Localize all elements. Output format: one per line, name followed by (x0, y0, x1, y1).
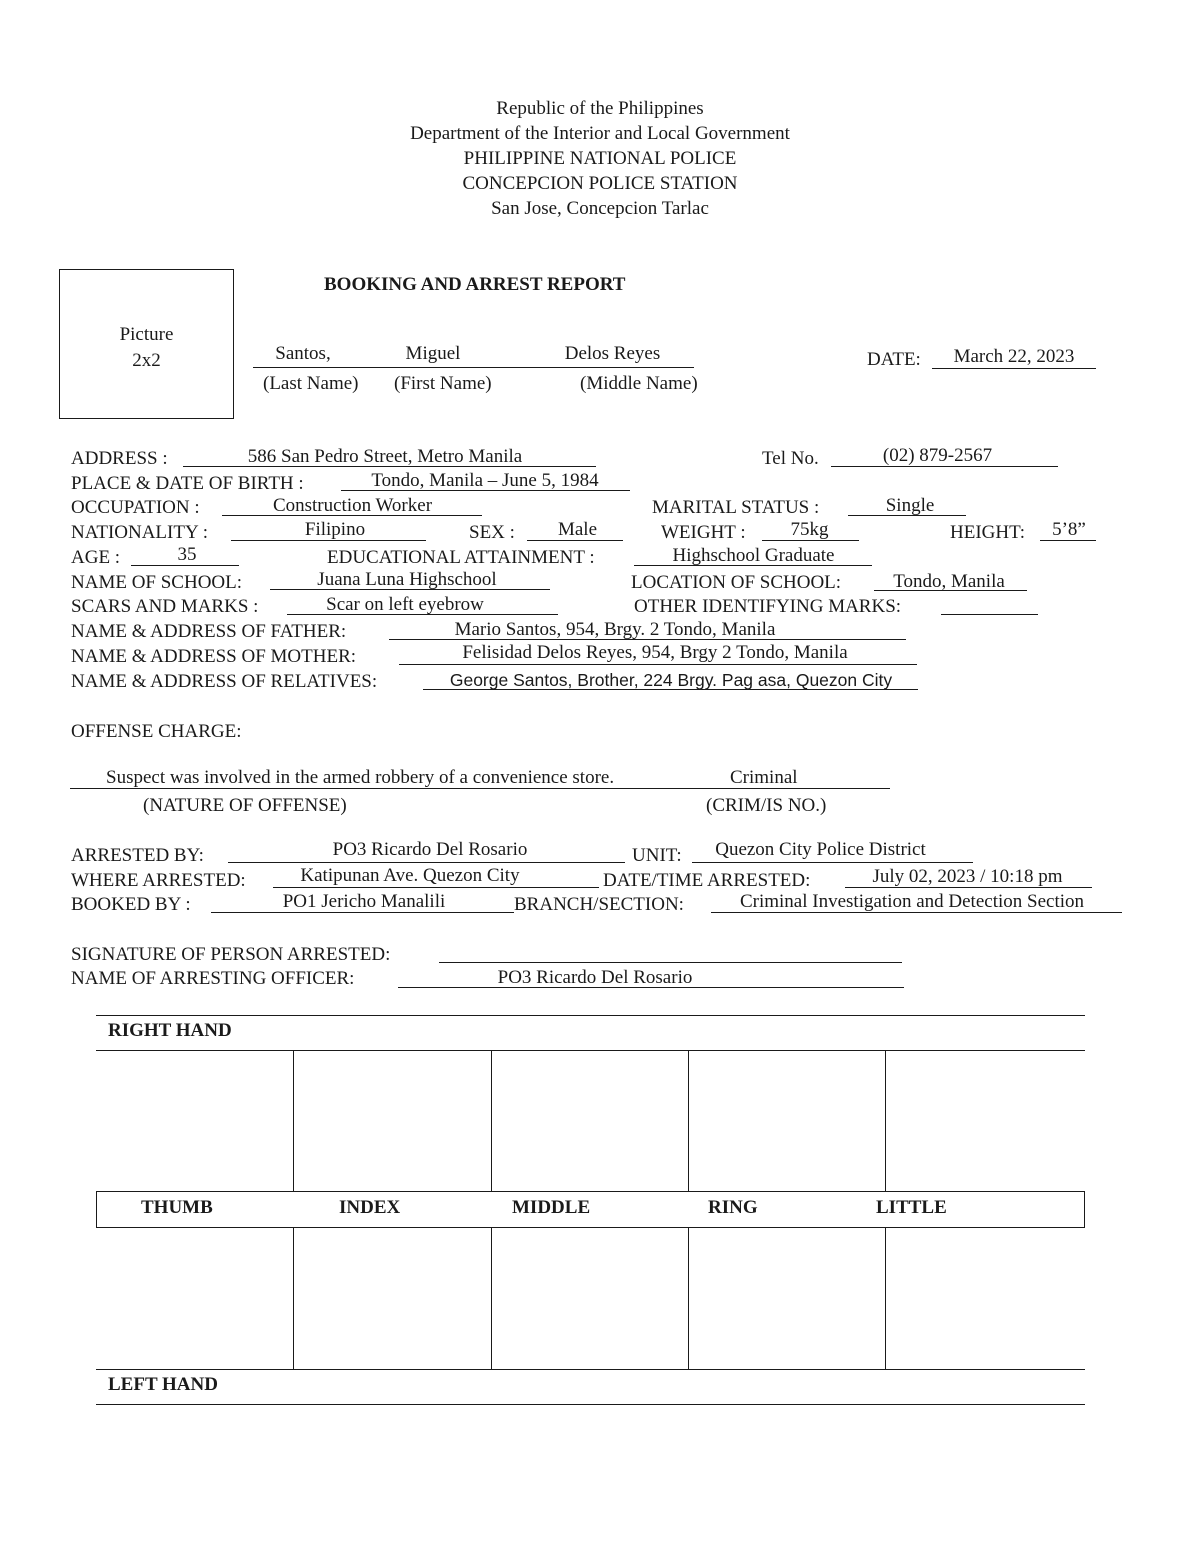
relatives-value: George Santos, Brother, 224 Brgy. Pag asa, Quezon City (449, 670, 893, 690)
mother-value: Felisidad Delos Reyes, 954, Brgy 2 Tondo, Manila (462, 642, 848, 663)
crim-no-value: Criminal (730, 767, 798, 788)
arresting-officer-label: NAME OF ARRESTING OFFICER: (71, 968, 355, 989)
arrested-by-label: ARRESTED BY: (71, 845, 204, 866)
middle-name-label: (Middle Name) (580, 373, 698, 394)
relatives-underline (423, 689, 918, 690)
scars-label: SCARS AND MARKS : (71, 596, 259, 617)
date-value: March 22, 2023 (953, 346, 1075, 367)
school-label: NAME OF SCHOOL: (71, 572, 243, 593)
nature-of-offense-label: (NATURE OF OFFENSE) (143, 795, 347, 816)
marital-value: Single (885, 495, 935, 516)
address-underline (183, 466, 596, 467)
name-underline (253, 367, 694, 368)
photo-size: 2x2 (132, 350, 161, 371)
unit-label: UNIT: (632, 845, 682, 866)
datetime-arrested-label: DATE/TIME ARRESTED: (603, 870, 811, 891)
finger-label-ring: RING (708, 1197, 758, 1218)
nationality-label: NATIONALITY : (71, 522, 209, 543)
age-value: 35 (177, 544, 197, 565)
signature-label: SIGNATURE OF PERSON ARRESTED: (71, 944, 391, 965)
arrested-by-underline (228, 862, 625, 863)
booked-by-label: BOOKED BY : (71, 894, 191, 915)
right-hand-label: RIGHT HAND (108, 1020, 232, 1041)
last-name-label: (Last Name) (263, 373, 359, 394)
unit-value: Quezon City Police District (715, 839, 926, 860)
report-title: BOOKING AND ARREST REPORT (324, 274, 626, 295)
scars-underline (287, 614, 558, 615)
arrested-by-value: PO3 Ricardo Del Rosario (332, 839, 528, 860)
father-label: NAME & ADDRESS OF FATHER: (71, 621, 347, 642)
height-underline (1040, 540, 1096, 541)
marital-underline (848, 515, 966, 516)
datetime-arrested-value: July 02, 2023 / 10:18 pm (872, 866, 1063, 887)
header-department: Department of the Interior and Local Government (410, 123, 790, 144)
header-pnp: PHILIPPINE NATIONAL POLICE (463, 148, 737, 169)
scars-value: Scar on left eyebrow (326, 594, 484, 615)
address-label: ADDRESS : (71, 448, 168, 469)
signature-underline (439, 962, 902, 963)
mother-underline (399, 664, 917, 665)
branch-underline (711, 912, 1122, 913)
sex-underline (527, 540, 623, 541)
datetime-arrested-underline (845, 887, 1092, 888)
birth-value: Tondo, Manila – June 5, 1984 (371, 470, 599, 491)
finger-label-index: INDEX (339, 1197, 401, 1218)
nationality-underline (231, 540, 426, 541)
sex-value: Male (557, 519, 598, 540)
marital-label: MARITAL STATUS : (652, 497, 820, 518)
occupation-value: Construction Worker (272, 495, 433, 516)
where-arrested-underline (273, 887, 599, 888)
school-value: Juana Luna Highschool (317, 569, 497, 590)
sex-label: SEX : (469, 522, 515, 543)
booked-by-underline (211, 912, 514, 913)
other-marks-label: OTHER IDENTIFYING MARKS: (634, 596, 902, 617)
where-arrested-value: Katipunan Ave. Quezon City (300, 865, 520, 886)
address-value: 586 San Pedro Street, Metro Manila (247, 446, 523, 467)
finger-label-thumb: THUMB (141, 1197, 213, 1218)
weight-label: WEIGHT : (661, 522, 746, 543)
mother-label: NAME & ADDRESS OF MOTHER: (71, 646, 357, 667)
first-name-label: (First Name) (394, 373, 492, 394)
education-underline (634, 565, 872, 566)
school-underline (270, 589, 550, 590)
first-name-value: Miguel (405, 343, 461, 364)
education-value: Highschool Graduate (672, 545, 835, 566)
school-location-underline (874, 590, 1027, 591)
weight-value: 75kg (790, 519, 829, 540)
height-label: HEIGHT: (950, 522, 1026, 543)
school-location-value: Tondo, Manila (893, 571, 1005, 592)
offense-nature-value: Suspect was involved in the armed robbery of a convenience store. (106, 767, 615, 788)
finger-label-middle: MIDDLE (512, 1197, 591, 1218)
left-hand-label: LEFT HAND (108, 1374, 218, 1395)
last-name-value: Santos, (275, 343, 331, 364)
photo-box (59, 269, 234, 419)
photo-label: Picture (119, 324, 174, 345)
header-republic: Republic of the Philippines (496, 98, 704, 119)
father-value: Mario Santos, 954, Brgy. 2 Tondo, Manila (454, 619, 776, 640)
birth-underline (341, 490, 630, 491)
other-marks-underline (941, 614, 1038, 615)
header-station: CONCEPCION POLICE STATION (462, 173, 738, 194)
occupation-label: OCCUPATION : (71, 497, 200, 518)
height-value: 5’8” (1052, 519, 1086, 540)
offense-label: OFFENSE CHARGE: (71, 721, 242, 742)
tel-underline (831, 466, 1058, 467)
weight-underline (762, 540, 859, 541)
tel-value: (02) 879-2567 (882, 445, 993, 466)
occupation-underline (222, 515, 482, 516)
father-underline (389, 639, 906, 640)
header-location: San Jose, Concepcion Tarlac (491, 198, 709, 219)
crim-no-label: (CRIM/IS NO.) (706, 795, 827, 816)
education-label: EDUCATIONAL ATTAINMENT : (327, 547, 595, 568)
unit-underline (692, 862, 973, 863)
age-label: AGE : (71, 547, 121, 568)
finger-label-little: LITTLE (876, 1197, 947, 1218)
tel-label: Tel No. (762, 448, 819, 469)
nationality-value: Filipino (304, 519, 366, 540)
offense-underline (70, 788, 890, 789)
branch-label: BRANCH/SECTION: (514, 894, 684, 915)
age-underline (131, 565, 239, 566)
birth-label: PLACE & DATE OF BIRTH : (71, 473, 304, 494)
date-underline (932, 368, 1096, 369)
booked-by-value: PO1 Jericho Manalili (282, 891, 446, 912)
school-location-label: LOCATION OF SCHOOL: (631, 572, 842, 593)
arresting-officer-value: PO3 Ricardo Del Rosario (497, 967, 693, 988)
arresting-officer-underline (398, 987, 904, 988)
branch-value: Criminal Investigation and Detection Section (739, 891, 1085, 912)
where-arrested-label: WHERE ARRESTED: (71, 870, 246, 891)
date-label: DATE: (867, 349, 921, 370)
relatives-label: NAME & ADDRESS OF RELATIVES: (71, 671, 378, 692)
middle-name-value: Delos Reyes (564, 343, 661, 364)
